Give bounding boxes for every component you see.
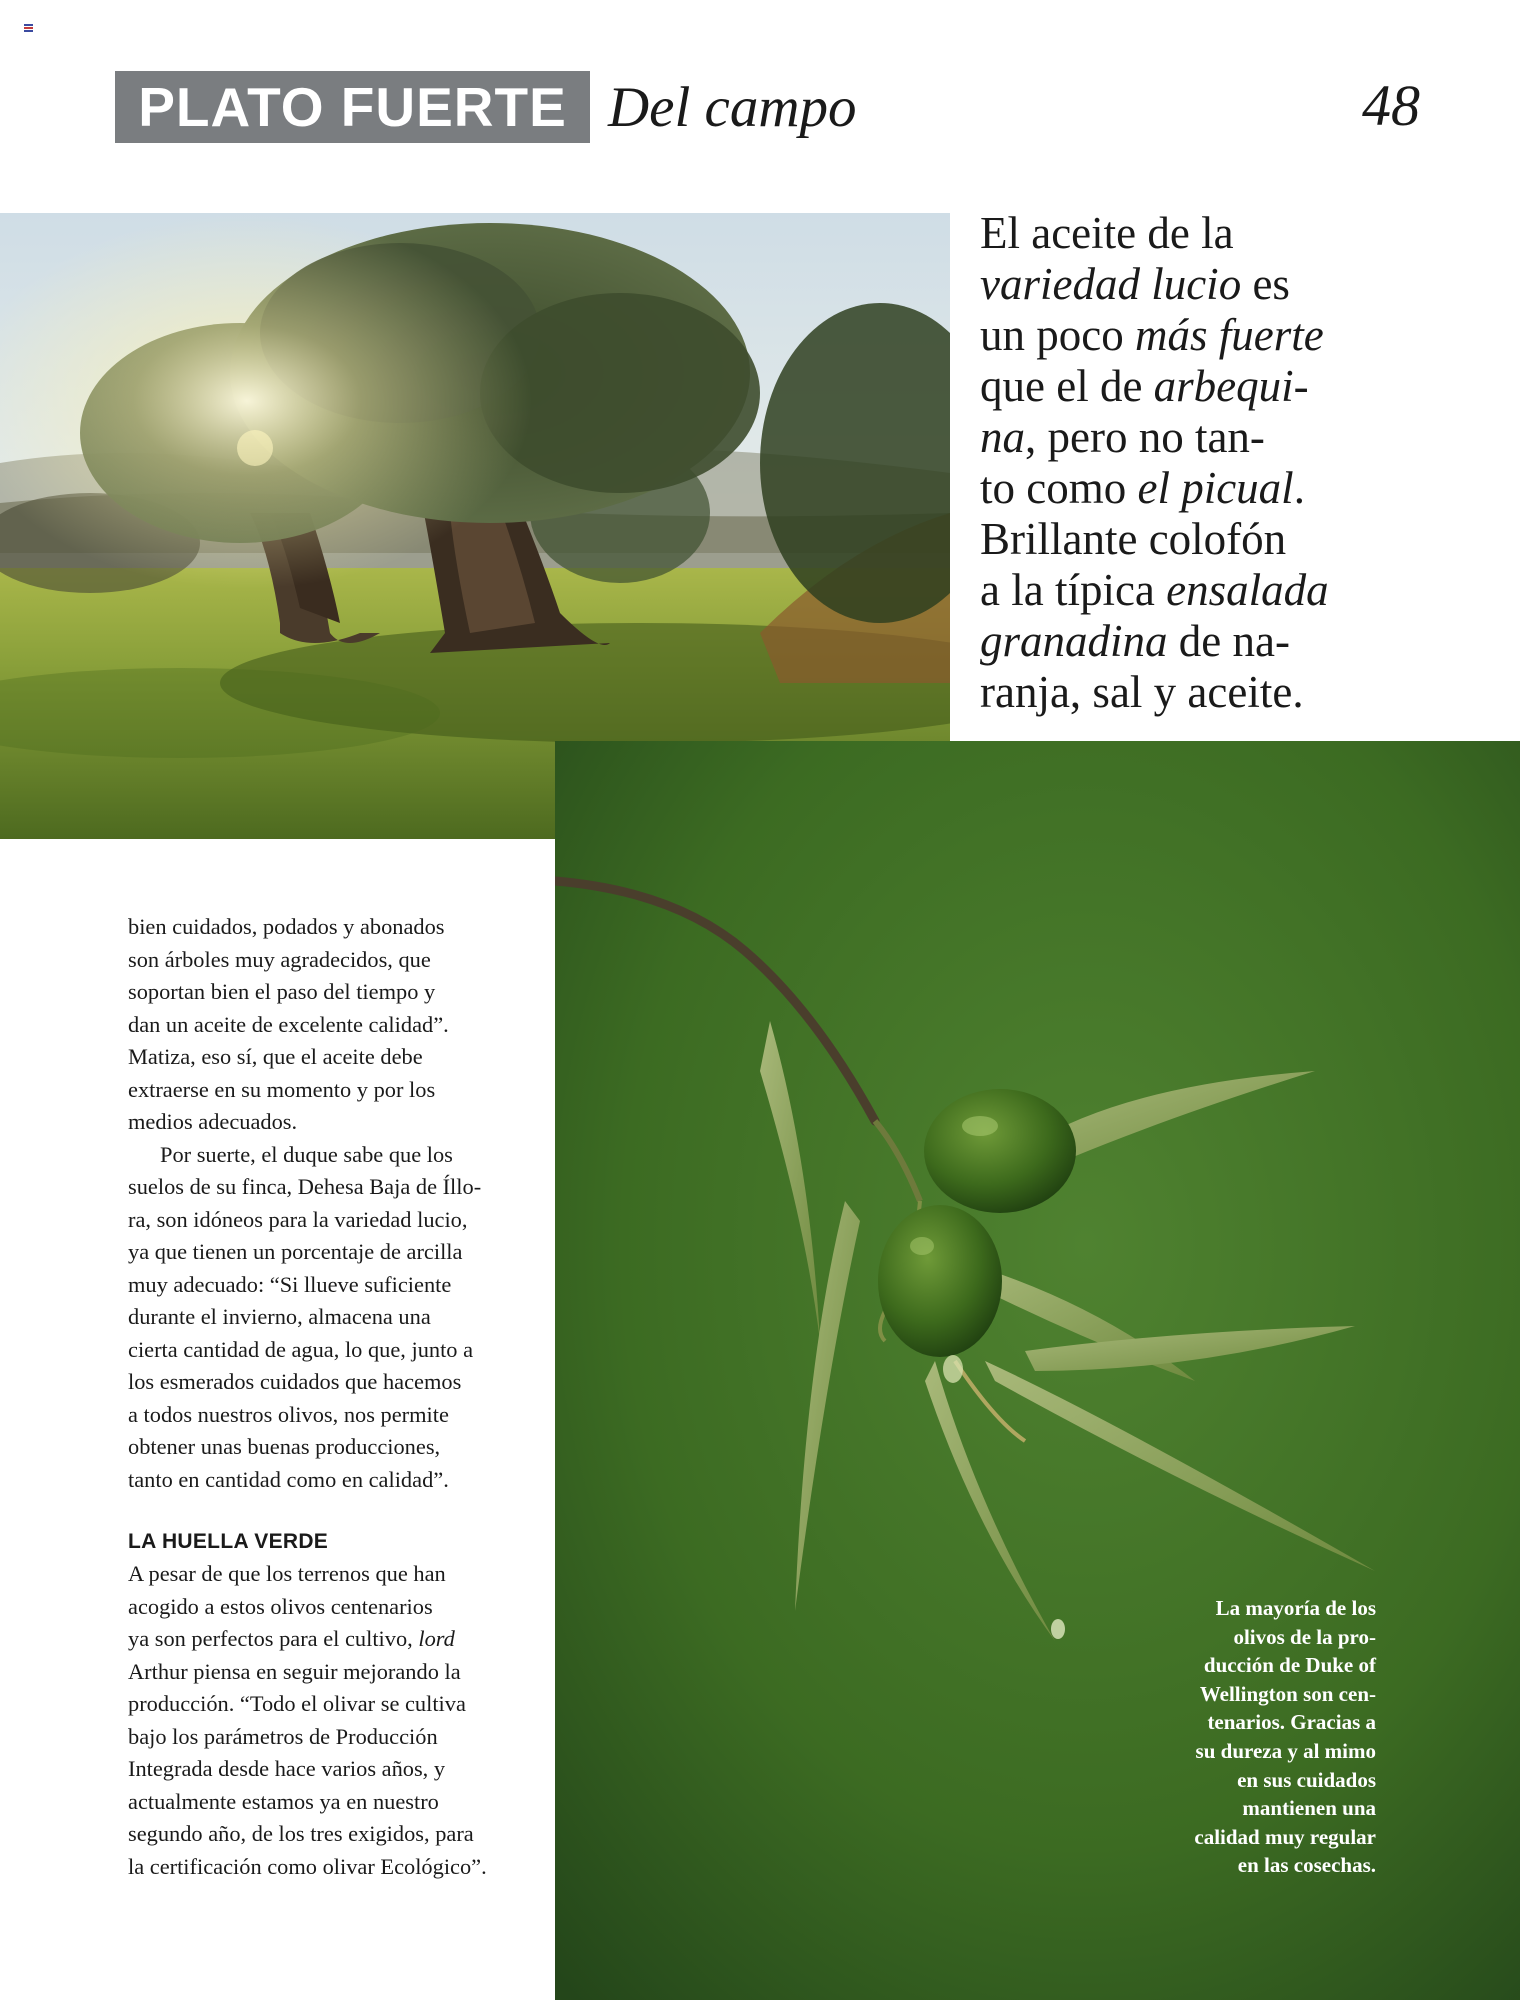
section-tag: PLATO FUERTE: [115, 71, 590, 143]
body-paragraph-2: Por suerte, el duque sabe que los suelos de su finca, Dehesa Baja de Íllo- ra, son idóneos para la variedad lucio, ya que tienen un porcentaje de arcilla muy adecuado: “Si llueve suficiente durante el invierno, almacena una cierta cantidad de agua, lo que, junto a los esmerados cuidados que hacemos a todos nuestros olivos, nos permite obtener unas buenas producciones, tanto en cantidad como en calidad”.: [128, 1141, 482, 1492]
photo-caption: La mayoría de los olivos de la pro- ducción de Duke of Wellington son cen- tenarios. Gracias a su dureza y al mimo en sus cuidados mantienen una calidad muy regular en las cosechas.: [1194, 1596, 1376, 1878]
subheading-la-huella-verde: LA HUELLA VERDE: [128, 1530, 329, 1553]
section-subtitle: Del campo: [608, 76, 857, 139]
body-paragraph-1: bien cuidados, podados y abonados son árboles muy agradecidos, que soportan bien el paso del tiempo y dan un aceite de excelente calidad”. Matiza, eso sí, que el aceite debe extraerse en su momento y por los medios adecuados.: [128, 914, 449, 1134]
pull-quote: El aceite de la variedad lucio es un poco más fuerte que el de arbequi- na, pero no tan- to como el picual. Brillante colofón a la típica ensalada granadina de na- ranja, sal y aceite.: [980, 208, 1329, 717]
corner-mark-icon: [24, 24, 33, 32]
page-number: 48: [1362, 73, 1420, 138]
body-paragraph-3: A pesar de que los terrenos que han acogido a estos olivos centenarios ya son perfectos para el cultivo, lord Arthur piensa en seguir mejorando la producción. “Todo el olivar se cultiva bajo los parámetros de Producción Integrada desde hace varios años, y actualmente estamos ya en nuestro segundo año, de los tres exigidos, para la certificación como olivar Ecológico”.: [128, 1561, 487, 1879]
body-text-column: [128, 911, 528, 1883]
